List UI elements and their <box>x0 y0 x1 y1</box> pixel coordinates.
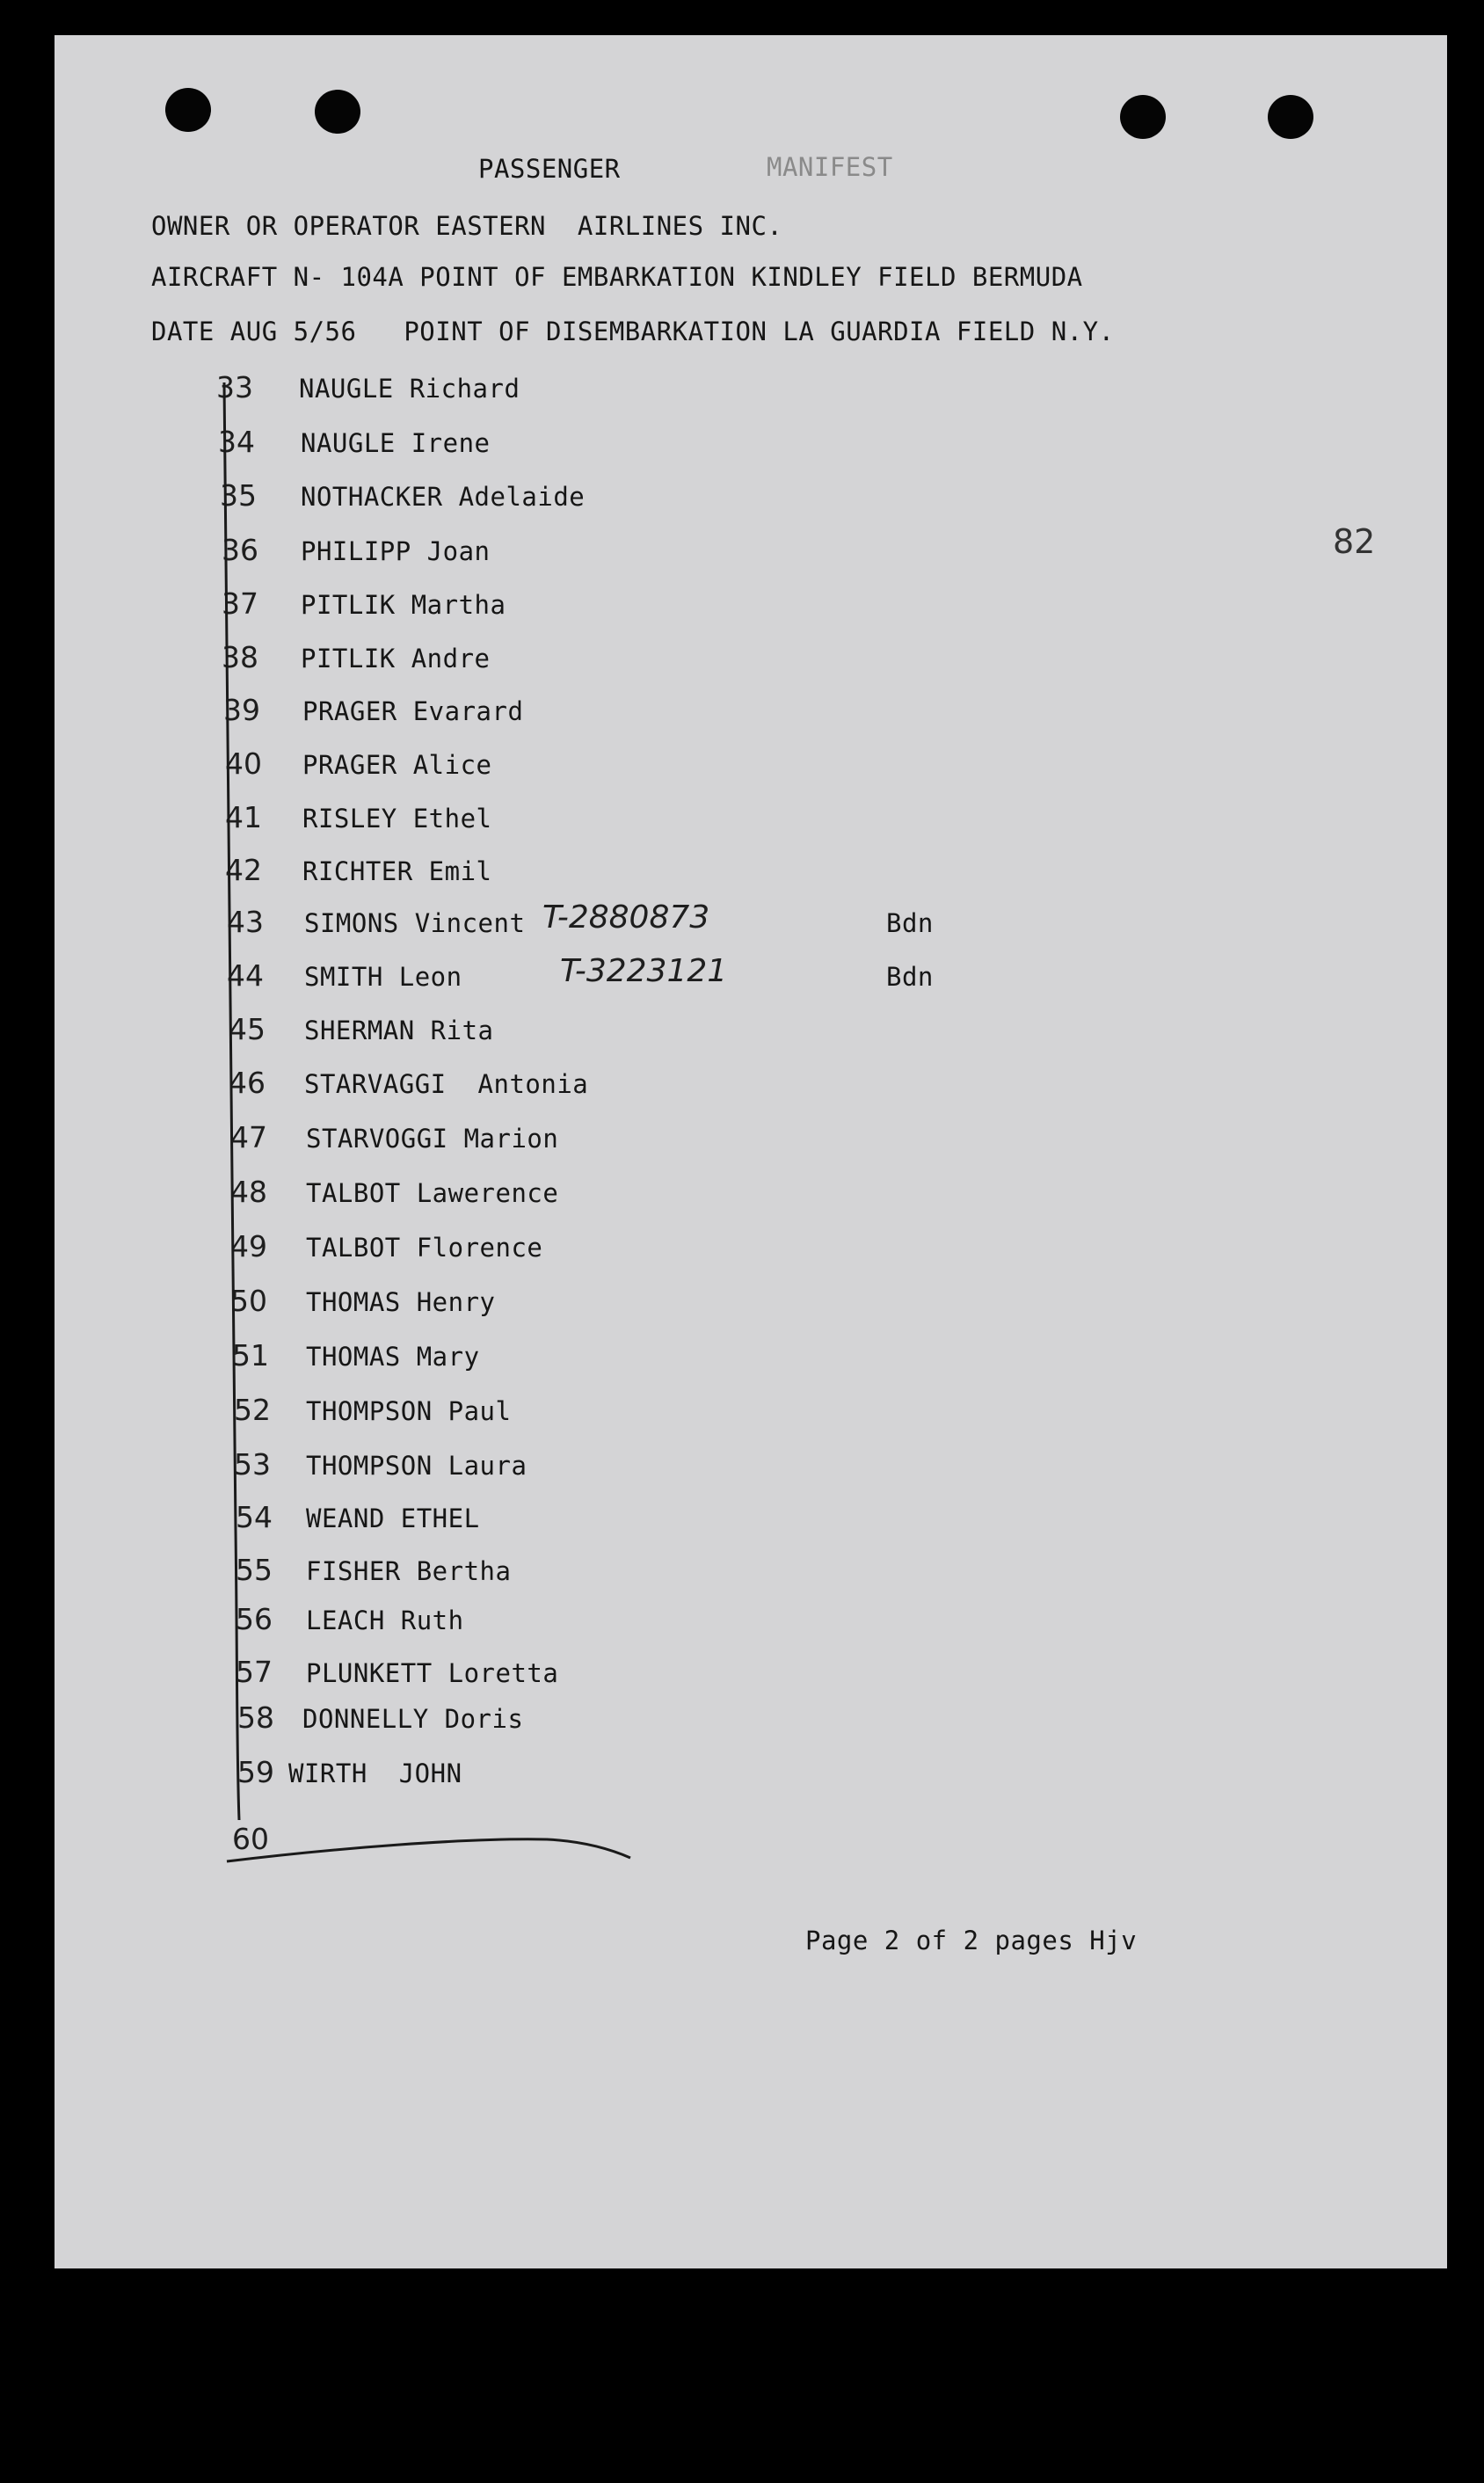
passenger-name: WIRTH JOHN <box>288 1758 462 1788</box>
passenger-name: PRAGER Alice <box>302 750 492 780</box>
passenger-number: 46 <box>229 1066 266 1100</box>
passenger-number: 59 <box>237 1755 274 1789</box>
passenger-number: 35 <box>220 478 257 513</box>
passenger-name: STARVAGGI Antonia <box>304 1069 589 1099</box>
ticket-note: T-2880873 <box>542 899 710 936</box>
passenger-name: PHILIPP Joan <box>301 536 491 566</box>
destination-code: Bdn <box>886 962 934 992</box>
passenger-number: 55 <box>236 1553 273 1587</box>
passenger-name: THOMPSON Laura <box>306 1451 527 1481</box>
passenger-name: PITLIK Martha <box>301 590 506 620</box>
passenger-number: 45 <box>229 1012 266 1046</box>
passenger-name: SIMONS Vincent <box>304 908 526 938</box>
manifest-page <box>55 35 1447 2268</box>
page-footer: Page 2 of 2 pages Hjv <box>805 1926 1138 1955</box>
passenger-number: 48 <box>230 1175 267 1209</box>
passenger-name: PLUNKETT Loretta <box>306 1658 559 1688</box>
passenger-name: LEACH Ruth <box>306 1606 464 1635</box>
passenger-name: STARVOGGI Marion <box>306 1124 559 1154</box>
passenger-number: 36 <box>222 533 258 567</box>
passenger-number: 53 <box>234 1447 271 1482</box>
passenger-name: SHERMAN Rita <box>304 1016 494 1045</box>
passenger-number: 39 <box>223 693 260 727</box>
page-number: 82 <box>1333 522 1376 561</box>
document-title-faint: MANIFEST <box>767 152 893 182</box>
aircraft-line: AIRCRAFT N- 104A POINT OF EMBARKATION KINDLEY FIELD BERMUDA <box>151 262 1083 292</box>
passenger-name: PRAGER Evarard <box>302 696 524 726</box>
passenger-number: 33 <box>216 370 253 404</box>
date-line: DATE AUG 5/56 POINT OF DISEMBARKATION LA GUARDIA FIELD N.Y. <box>151 317 1115 346</box>
passenger-name: RICHTER Emil <box>302 856 492 886</box>
passenger-number: 50 <box>230 1284 267 1318</box>
passenger-number: 47 <box>230 1120 267 1154</box>
passenger-number: 34 <box>218 425 255 459</box>
passenger-name: TALBOT Lawerence <box>306 1178 559 1208</box>
passenger-name: THOMAS Mary <box>306 1342 480 1372</box>
handwritten-marks <box>55 35 1447 2268</box>
passenger-name: PITLIK Andre <box>301 644 491 674</box>
ticket-note: T-3223121 <box>560 953 728 989</box>
end-underline <box>227 1839 630 1861</box>
passenger-number: 44 <box>227 958 264 993</box>
passenger-number: 56 <box>236 1602 273 1636</box>
passenger-number: 51 <box>232 1338 269 1373</box>
passenger-name: WEAND ETHEL <box>306 1504 480 1533</box>
passenger-name: NAUGLE Irene <box>301 428 491 458</box>
destination-code: Bdn <box>886 908 934 938</box>
passenger-name: RISLEY Ethel <box>302 804 492 834</box>
passenger-name: TALBOT Florence <box>306 1233 543 1263</box>
passenger-number: 41 <box>225 800 262 834</box>
passenger-number: 52 <box>234 1393 271 1427</box>
passenger-name: THOMAS Henry <box>306 1287 496 1317</box>
passenger-number: 42 <box>225 853 262 887</box>
passenger-name: FISHER Bertha <box>306 1556 512 1586</box>
passenger-number: 38 <box>222 640 258 674</box>
passenger-name: NOTHACKER Adelaide <box>301 482 586 512</box>
passenger-number: 57 <box>236 1655 273 1689</box>
passenger-name: NAUGLE Richard <box>299 374 520 404</box>
end-number: 60 <box>232 1822 269 1856</box>
passenger-number: 58 <box>237 1700 274 1735</box>
passenger-number: 40 <box>225 746 262 781</box>
document-title: PASSENGER <box>478 154 621 184</box>
passenger-number: 37 <box>222 586 258 621</box>
margin-tally-line <box>224 382 239 1820</box>
owner-line: OWNER OR OPERATOR EASTERN AIRLINES INC. <box>151 211 783 241</box>
passenger-name: DONNELLY Doris <box>302 1704 524 1734</box>
passenger-name: SMITH Leon <box>304 962 462 992</box>
passenger-name: THOMPSON Paul <box>306 1396 512 1426</box>
passenger-number: 43 <box>227 905 264 939</box>
passenger-number: 54 <box>236 1500 273 1534</box>
passenger-number: 49 <box>230 1229 267 1263</box>
